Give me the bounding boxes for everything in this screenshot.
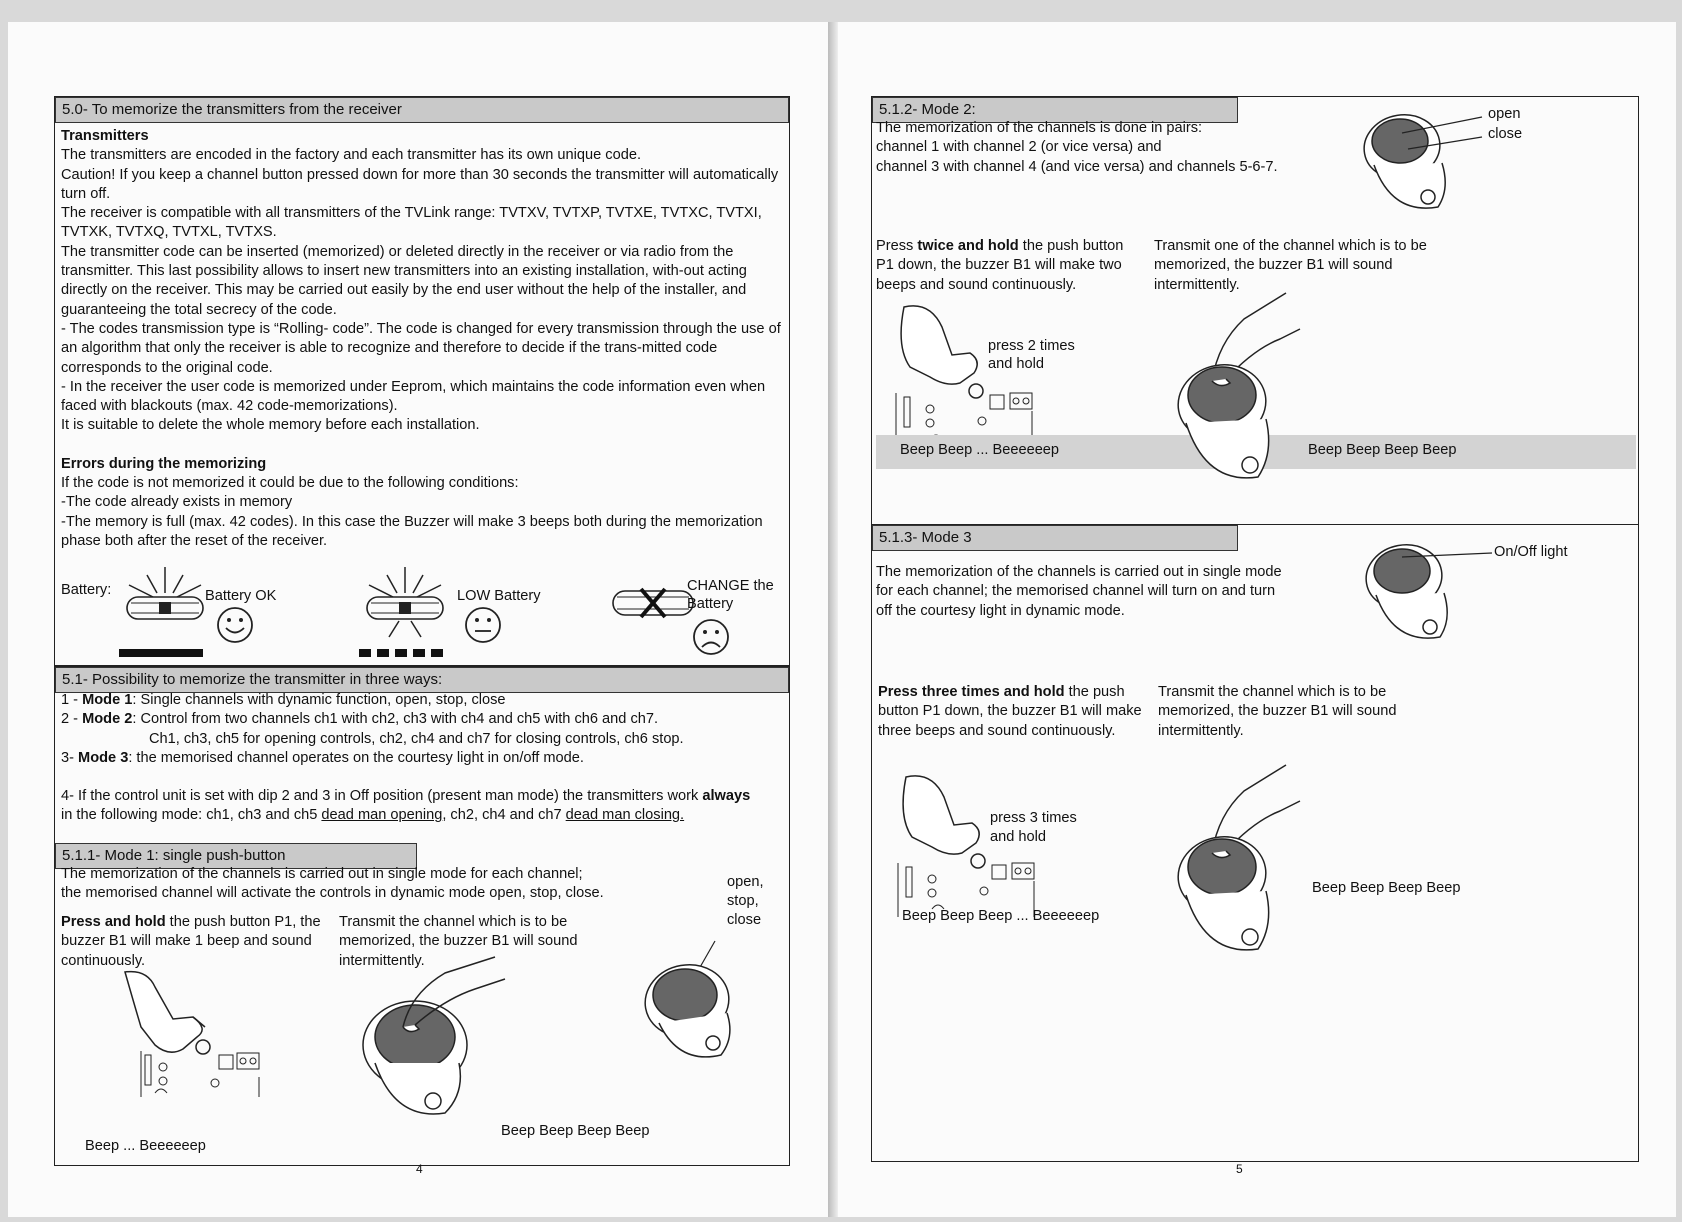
transmitters-heading: Transmitters xyxy=(61,128,149,144)
callout-on-off-light: On/Off light xyxy=(1494,544,1568,560)
mode-1-beep-receiver: Beep ... Beeeeeep xyxy=(85,1138,206,1154)
mode-2-press-instruction: Press twice and hold the push button P1 down, the buzzer B1 will make two beeps and sound continuously. xyxy=(876,238,1124,293)
mode-2-line-2: Ch1, ch3, ch5 for opening controls, ch2, ch4 and ch7 for closing controls, ch6 stop. xyxy=(149,730,684,747)
mode-1-transmit-instruction: Transmit the channel which is to be memorized, the buzzer B1 will sound intermittently. xyxy=(339,914,578,969)
section-5-1-2-intro xyxy=(876,119,1396,177)
mode-1-beep-transmitter: Beep Beep Beep Beep xyxy=(501,1123,650,1139)
right-page xyxy=(838,22,1676,1217)
mode-2-intro-line: channel 1 with channel 2 (or vice versa) and xyxy=(876,139,1162,156)
battery-low-icon xyxy=(359,567,459,657)
right-page-frame xyxy=(871,96,1639,1162)
paragraph: - The codes transmission type is “Rolling- code”. The code is changed for every transmission through the use of an algorithm that only the receiver is able to recognize and therefore to decide if the trans-mitted code corresponds to the original code. xyxy=(61,320,781,376)
section-5-1-1-header: 5.1.1- Mode 1: single push-button xyxy=(55,843,417,869)
section-5-1-frame xyxy=(54,666,790,1166)
transmitter-press-illustration xyxy=(355,953,515,1123)
mode-3-intro-line: off the courtesy light in dynamic mode. xyxy=(876,602,1125,619)
page-number: 4 xyxy=(416,1162,423,1176)
transmitter-tilted-illustration xyxy=(635,937,745,1067)
mode-2-line: 2 - Mode 2: Control from two channels ch1 with ch2, ch3 with ch4 and ch5 with ch6 and ch7. xyxy=(61,711,659,728)
section-5-0-frame xyxy=(54,96,790,666)
paragraph: The receiver is compatible with all transmitters of the TVLink range: TVTXV, TVTXP, TVTXE, TVTXC, TVTXI, TVTXK, TVTXQ, TVTXL, TVTXS. xyxy=(61,205,762,241)
errors-line: If the code is not memorized it could be due to the following conditions: xyxy=(61,475,519,492)
smiley-happy-icon xyxy=(215,605,255,645)
callout-open: open xyxy=(1488,106,1521,122)
mode-1-intro-line: the memorised channel will activate the controls in dynamic mode open, stop, close. xyxy=(61,885,604,902)
page-gutter xyxy=(828,22,838,1217)
section-5-0-body xyxy=(61,127,783,551)
mode-3-intro-line: for each channel; the memorised channel will turn on and turn xyxy=(876,583,1276,600)
section-5-0-header: 5.0- To memorize the transmitters from the receiver xyxy=(55,97,789,123)
paragraph: The transmitter code can be inserted (memorized) or deleted directly in the receiver or via radio from the transmitter. This last possibility allows to insert new transmitters into an existing installation, with-out acting directly on the receiver. This may be carried out easily by the end user without the help of the installer, and guaranteeing the total secrecy of the code. xyxy=(61,243,747,318)
mode-3-intro-line: The memorization of the channels is carried out in single mode xyxy=(876,564,1282,580)
battery-change-icon xyxy=(609,585,699,625)
mode-3-press-instruction: Press three times and hold the push button P1 down, the buzzer B1 will make three beeps and sound continuously. xyxy=(878,684,1142,739)
callout-close: close xyxy=(727,912,762,928)
smiley-neutral-icon xyxy=(463,605,503,645)
mode-2-intro-line: channel 3 with channel 4 (and vice versa) and channels 5-6-7. xyxy=(876,158,1278,175)
transmitter-press-illustration xyxy=(1172,765,1312,965)
section-5-1-2-header: 5.1.2- Mode 2: xyxy=(872,97,1238,123)
battery-ok-icon xyxy=(119,567,219,657)
section-5-1-header: 5.1- Possibility to memorize the transmitter in three ways: xyxy=(55,667,789,693)
section-5-1-body xyxy=(61,691,783,826)
battery-low-label: LOW Battery xyxy=(457,588,541,604)
press-3-times-label: press 3 times xyxy=(990,810,1077,826)
and-hold-label: and hold xyxy=(988,356,1044,372)
page-number: 5 xyxy=(1236,1162,1243,1176)
transmitter-press-illustration xyxy=(1172,293,1312,493)
mode-2-transmit-instruction: Transmit one of the channel which is to be memorized, the buzzer B1 will sound intermittently. xyxy=(1154,238,1427,293)
paragraph: The transmitters are encoded in the factory and each transmitter has its own unique code. xyxy=(61,147,642,164)
receiver-board-illustration xyxy=(95,967,265,1097)
mode-2-intro-line: The memorization of the channels is done in pairs: xyxy=(876,120,1203,136)
callout-close: close xyxy=(1488,126,1523,142)
section-5-1-3-header: 5.1.3- Mode 3 xyxy=(872,525,1238,551)
mode-1-line: 1 - Mode 1: Single channels with dynamic function, open, stop, close xyxy=(61,692,506,708)
mode-3-beep-receiver: Beep Beep Beep ... Beeeeeep xyxy=(902,908,1100,924)
left-page xyxy=(8,22,831,1217)
mode-3-beep-transmitter: Beep Beep Beep Beep xyxy=(1312,880,1461,896)
mode-1-intro-line: The memorization of the channels is carried out in single mode for each channel; xyxy=(61,866,583,882)
mode-2-beep-transmitter: Beep Beep Beep Beep xyxy=(1308,442,1457,458)
battery-ok-label: Battery OK xyxy=(205,588,277,604)
paragraph: Caution! If you keep a channel button pressed down for more than 30 seconds the transmitter will automatically turn off. xyxy=(61,166,779,202)
battery-label: Battery: xyxy=(61,582,112,598)
errors-heading: Errors during the memorizing xyxy=(61,455,267,472)
battery-change-label-2: Battery xyxy=(687,596,734,612)
mode-3-transmit-instruction: Transmit the channel which is to be memorized, the buzzer B1 will sound intermittently. xyxy=(1158,684,1397,739)
mode-2-beep-receiver: Beep Beep ... Beeeeeep xyxy=(900,442,1060,458)
press-2-times-label: press 2 times xyxy=(988,338,1075,354)
errors-line: -The code already exists in memory xyxy=(61,494,293,511)
mode-3-line: 3- Mode 3: the memorised channel operates on the courtesy light in on/off mode. xyxy=(61,749,584,766)
paragraph: It is suitable to delete the whole memory before each installation. xyxy=(61,417,480,434)
transmitter-open-close-illustration xyxy=(1352,103,1542,243)
section-5-1-3-intro xyxy=(876,563,1346,621)
mode-1-press-instruction: Press and hold the push button P1, the buzzer B1 will make 1 beep and sound continuously. xyxy=(61,914,321,969)
errors-line: -The memory is full (max. 42 codes). In this case the Buzzer will make 3 beeps both during the memorization phase both after the reset of the receiver. xyxy=(61,513,763,549)
callout-stop: stop, xyxy=(727,893,759,909)
note-4: 4- If the control unit is set with dip 2 and 3 in Off position (present man mode) the transmitters work always in the following mode: ch1, ch3 and ch5 dead man opening, ch2, ch4 and ch7 dead man closing. xyxy=(61,788,751,824)
smiley-sad-icon xyxy=(691,617,731,657)
callout-open: open, xyxy=(727,874,764,890)
paragraph: - In the receiver the user code is memorized under Eeprom, which maintains the code information even when faced with blackouts (max. 42 code-memorizations). xyxy=(61,378,766,415)
section-5-1-1-intro xyxy=(61,865,701,904)
battery-change-label-1: CHANGE the xyxy=(687,578,774,594)
and-hold-label: and hold xyxy=(990,829,1046,845)
